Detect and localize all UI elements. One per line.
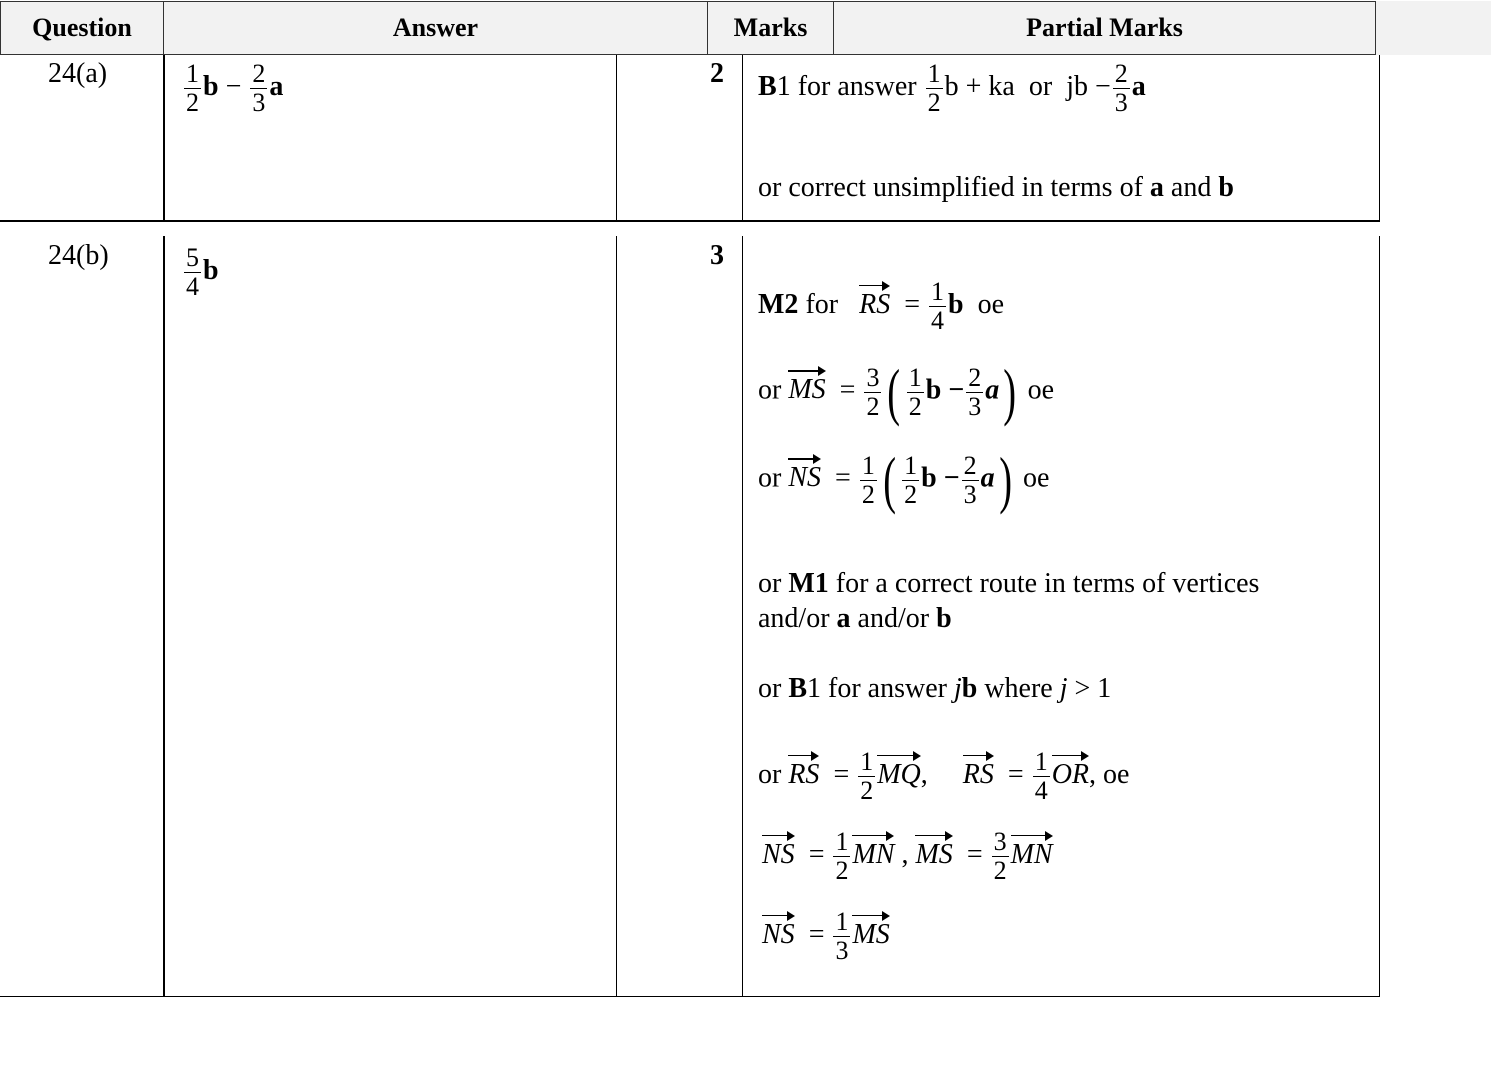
- partial-24b-ns: or NS = $\frac{1}{2}$ ( $\frac{1}{2}$ b − $\frac{2}{3}$ a) oe: [758, 444, 1050, 515]
- question-24b: 24(b): [48, 240, 109, 271]
- row-gap: [0, 222, 1380, 236]
- header-filler: [1376, 1, 1491, 55]
- question-24a: 24(a): [48, 58, 108, 89]
- col-divider-question-lower: [163, 236, 165, 996]
- partial-24b-route1: or RS = $\frac{1}{2}$ MQ, RS = $\frac{1}{4}$ OR, oe: [758, 747, 1130, 805]
- table-bottom: [0, 996, 1380, 997]
- header-question: Question: [0, 1, 164, 55]
- partial-24b-route3: NS = $\frac{1}{3}$ MS: [762, 907, 890, 965]
- col-divider-marks: [742, 55, 743, 997]
- answer-24a: $\frac{1}{2}$ b − $\frac{2}{3}$ a: [186, 59, 284, 117]
- header-marks: Marks: [707, 1, 834, 55]
- partial-24b-m1-line1: or M1 for a correct route in terms of vertices: [758, 568, 1260, 599]
- partial-24b-b1: or B1 for answer jb where j > 1: [758, 673, 1112, 704]
- marks-24b: 3: [710, 240, 724, 271]
- partial-24a-line1: B1 for answer $\frac{1}{2}$ b + ka or jb − $\frac{2}{3}$ a: [758, 59, 1146, 117]
- col-divider-right: [1379, 55, 1380, 997]
- header-answer: Answer: [163, 1, 708, 55]
- partial-24b-m2: M2 for RS = $\frac{1}{4}$ b oe: [758, 277, 1005, 335]
- partial-24b-route2: NS = $\frac{1}{2}$ MN , MS = $\frac{3}{2}$ MN: [762, 827, 1053, 885]
- answer-24b: $\frac{5}{4}$ b: [186, 243, 219, 301]
- partial-24a-line2: or correct unsimplified in terms of a and b: [758, 172, 1234, 203]
- marks-24a: 2: [710, 58, 724, 89]
- partial-24b-m1-line2: and/or a and/or b: [758, 603, 952, 634]
- partial-24b-ms: or MS = $\frac{3}{2}$ ( $\frac{1}{2}$ b − $\frac{2}{3}$ a) oe: [758, 356, 1055, 427]
- col-divider-answer: [616, 55, 617, 997]
- header-partial-marks: Partial Marks: [833, 1, 1376, 55]
